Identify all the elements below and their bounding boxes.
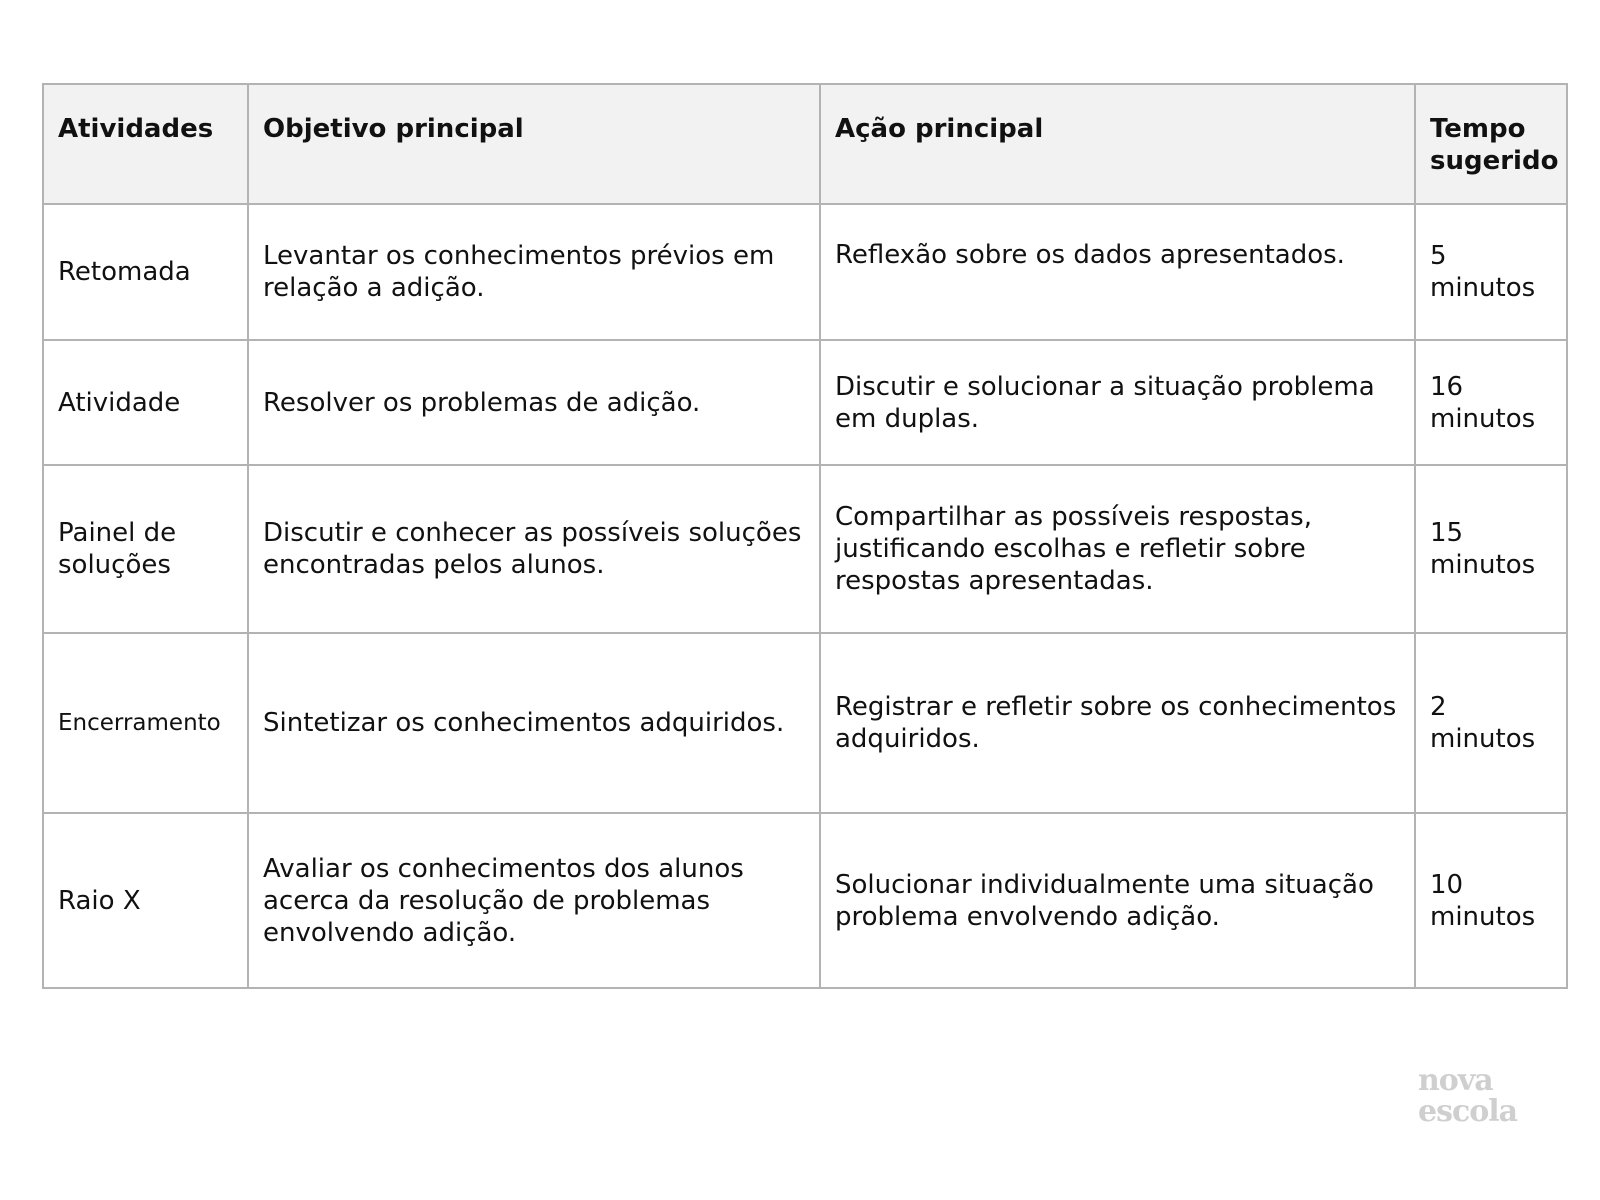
table-row	[43, 465, 1567, 633]
cell-tempo: 16 minutos	[1415, 340, 1567, 465]
cell-tempo: 2 minutos	[1415, 633, 1567, 813]
cell-acao: Compartilhar as possíveis respostas, justificando escolhas e refletir sobre respostas apresentadas.	[820, 465, 1415, 633]
cell-tempo: 5 minutos	[1415, 204, 1567, 340]
cell-atividade: Atividade	[43, 340, 248, 465]
cell-atividade: Painel de soluções	[43, 465, 248, 633]
cell-tempo: 15 minutos	[1415, 465, 1567, 633]
logo-line-escola: escola	[1418, 1094, 1518, 1129]
table-row	[43, 204, 1567, 340]
header-row	[43, 84, 1567, 204]
header-tempo-sugerido: Tempo sugerido	[1415, 84, 1567, 204]
cell-objetivo: Avaliar os conhecimentos dos alunos acerca da resolução de problemas envolvendo adição.	[248, 813, 820, 988]
header-atividades: Atividades	[43, 84, 248, 204]
lesson-plan-table	[42, 83, 1568, 989]
table-row	[43, 633, 1567, 813]
cell-acao: Discutir e solucionar a situação problema em duplas.	[820, 340, 1415, 465]
cell-objetivo: Sintetizar os conhecimentos adquiridos.	[248, 633, 820, 813]
cell-tempo: 10 minutos	[1415, 813, 1567, 988]
cell-acao: Registrar e refletir sobre os conhecimentos adquiridos.	[820, 633, 1415, 813]
cell-acao: Reflexão sobre os dados apresentados.	[820, 204, 1415, 340]
table-body	[43, 204, 1567, 988]
table-header	[43, 84, 1567, 204]
header-objetivo-principal: Objetivo principal	[248, 84, 820, 204]
cell-acao: Solucionar individualmente uma situação problema envolvendo adição.	[820, 813, 1415, 988]
nova-escola-logo	[1418, 1065, 1538, 1127]
cell-atividade: Encerramento	[43, 633, 248, 813]
header-acao-principal: Ação principal	[820, 84, 1415, 204]
cell-objetivo: Resolver os problemas de adição.	[248, 340, 820, 465]
table-row	[43, 813, 1567, 988]
cell-atividade: Retomada	[43, 204, 248, 340]
table-row	[43, 340, 1567, 465]
cell-objetivo: Levantar os conhecimentos prévios em relação a adição.	[248, 204, 820, 340]
logo-line-nova: nova	[1418, 1063, 1493, 1098]
cell-atividade: Raio X	[43, 813, 248, 988]
cell-objetivo: Discutir e conhecer as possíveis soluções encontradas pelos alunos.	[248, 465, 820, 633]
